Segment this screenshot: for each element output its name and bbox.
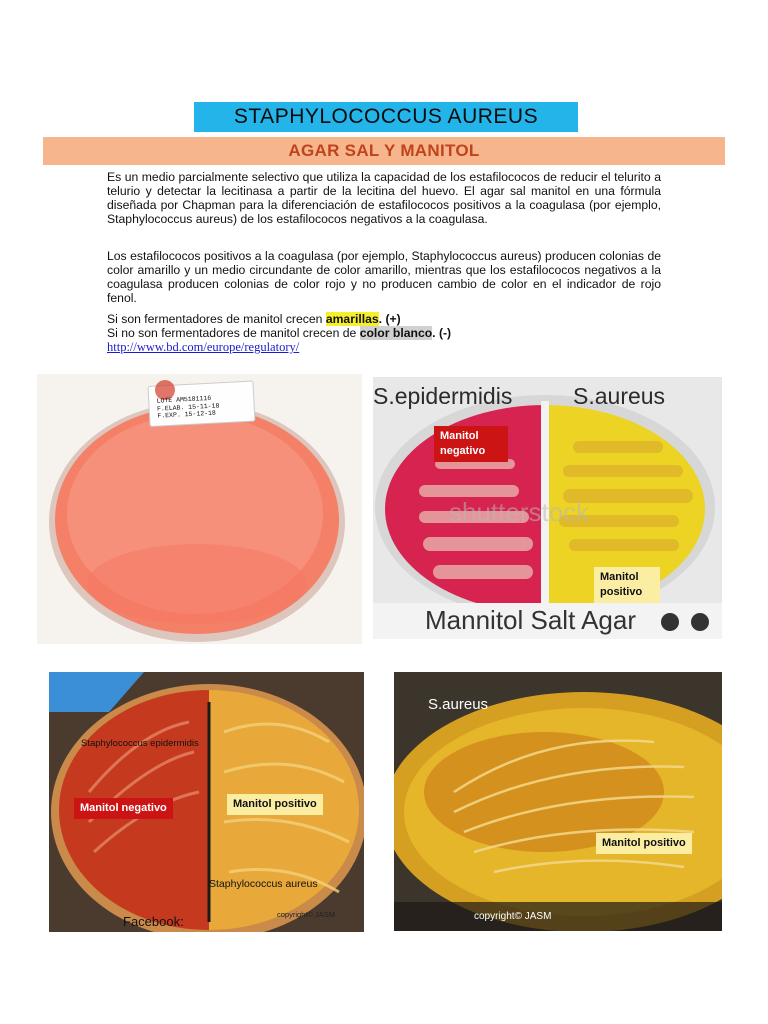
result-lines xyxy=(107,312,661,354)
paragraph-colonies: Los estafilococos positivos a la coagulasa (por ejemplo, Staphylococcus aureus) producen colonias de color amarillo y un medio circundante de color amarillo, mientras que los estafilococos negativos a la coagulasa producen colonias de color rojo y no producen cambio de color en el indicador de rojo fenol. xyxy=(107,249,661,305)
negative-line xyxy=(107,326,661,340)
facebook-text: Facebook: xyxy=(123,914,184,929)
s-aureus-title: S.aureus xyxy=(428,696,489,713)
plate-image-pink xyxy=(37,374,362,644)
highlight-yellow: amarillas xyxy=(325,312,379,326)
copyright-text: copyright© JASM xyxy=(474,911,552,922)
elab-line: F.ELAB. 15-11-18 xyxy=(156,401,220,413)
manitol-negativo-label: Manitol negativo xyxy=(74,798,173,819)
paragraph-intro: Es un medio parcialmente selectivo que utiliza la capacidad de los estafilococos de reducir el telurito a telurio y detectar la lecitinasa a partir de la lecitina del huevo. El agar sal manitol en una fórmula diseñada por Chapman para la diferenciación de estafilococos positivos a la coagulasa (por ejemplo, Staphylococcus aureus) de los estafilococos negativos a la coagulasa. xyxy=(107,170,661,226)
title-banner xyxy=(194,102,578,132)
s-aureus-title: S.aureus xyxy=(573,383,666,409)
manitol-positivo-label: Manitol positivo xyxy=(594,567,660,603)
subtitle-banner xyxy=(43,137,725,165)
s-epidermidis-title: S.epidermidis xyxy=(373,383,513,409)
reference-link[interactable]: http://www.bd.com/europe/regulatory/ xyxy=(107,340,300,354)
positive-line xyxy=(107,312,661,326)
plate-image-held xyxy=(49,672,364,932)
plate-label-text xyxy=(156,394,220,420)
page-subtitle: AGAR SAL Y MANITOL xyxy=(288,141,480,160)
line-sign: . (-) xyxy=(432,326,452,340)
page-title: STAPHYLOCOCCUS AUREUS xyxy=(233,105,539,128)
staph-epidermidis-text: Staphylococcus epidermidis xyxy=(81,738,199,749)
exp-line: F.EXP. 15-12-18 xyxy=(157,409,217,420)
line-sign: . (+) xyxy=(378,312,401,326)
manitol-negativo-label: Manitol negativo xyxy=(434,426,508,462)
lot-line: LOTE AM5181116 xyxy=(156,394,212,405)
plate-image-split xyxy=(373,377,722,639)
highlight-gray: color blanco xyxy=(359,326,433,340)
manitol-positivo-label: Manitol positivo xyxy=(227,794,323,815)
staph-aureus-text: Staphylococcus aureus xyxy=(209,878,318,890)
mannitol-caption: Mannitol Salt Agar xyxy=(425,605,637,635)
watermark-text: shutterstock xyxy=(449,497,590,527)
plate-image-aureus xyxy=(394,672,722,931)
manitol-positivo-label: Manitol positivo xyxy=(596,833,692,854)
copyright-text: copyright© JASM xyxy=(277,910,336,919)
line-text: Si son fermentadores de manitol crecen xyxy=(107,312,326,326)
line-text: Si no son fermentadores de manitol crecen de xyxy=(107,326,360,340)
